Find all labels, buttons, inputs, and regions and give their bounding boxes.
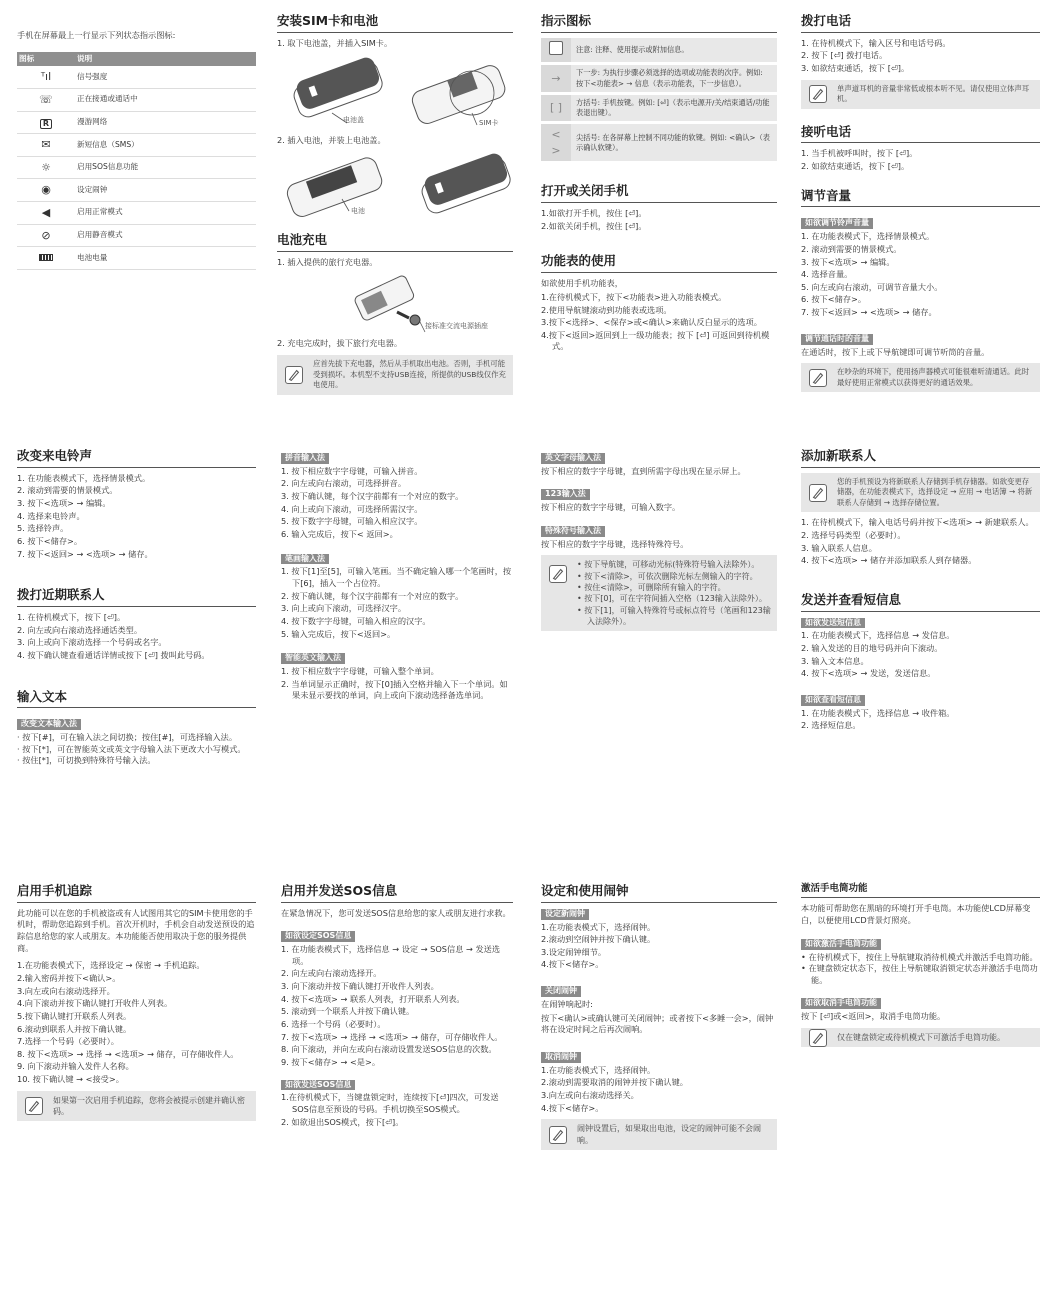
dial-note: 单声道耳机的音量非常低或根本听不见。请仅使用立体声耳机。	[801, 80, 1040, 109]
sms-icon: ✉	[17, 134, 75, 157]
caption-battery: 电池	[351, 207, 365, 216]
contact-title: 添加新联系人	[801, 447, 1040, 468]
menu-intro: 如欲使用手机功能表，	[541, 278, 623, 289]
note-icon	[285, 366, 303, 384]
volume-label-call: 调节通话时的音量	[801, 334, 873, 345]
charge-title: 电池充电	[277, 231, 513, 252]
roaming-icon: R	[17, 111, 75, 134]
signal-strength-icon: ᵀıl	[17, 66, 75, 88]
sound-icon: ◀	[17, 202, 75, 225]
tracker-section: 启用手机追踪 此功能可以在您的手机被盗或有人试图用其它的SIM卡使用您的手机时，帮助您追踪到手机。首次开机时，手机会自动发送预设的追踪信息给您的家人或朋友。本功能能否使用取决于您的服务提供商。 1.在功能表模式下，选择设定 → 保密 → 手机追踪。 2.输入密码并按下<确认>。 3.向左或向右滚动选择开。 4.向下滚动并按下确认键打开收件人列表。 5.按下确认键打开联系人列表。 6.滚动到联系人并按下确认键。 7.选择一个号码（必要时）。 8. 按下<选项> → 选择 → <选项> → 储存，可存储收件人。 9. 向下滚动并输入发件人名称。 10. 按下确认键 → <接受>。 如果第一次启用手机追踪，您将会被提示创建并确认密码。	[17, 882, 256, 1126]
volume-label-ringtone: 如欲调节铃声音量	[801, 218, 873, 229]
contact-section	[801, 447, 1040, 733]
sms-label-view: 如欲查看短信息	[801, 695, 865, 706]
menu-title: 功能表的使用	[541, 252, 777, 273]
alarm-label-stop: 关闭闹钟	[541, 986, 581, 997]
contact-steps: 1. 在待机模式下，输入电话号码并按下<选项> → 新建联系人。 2. 选择号码类型（必要时）。 3. 输入联系人信息。 4. 按下<选项> → 储存并添加联系人到存储器。	[801, 517, 1034, 566]
torch-label-off: 如欲取消手电筒功能	[801, 998, 881, 1009]
smart-steps: 1. 按下相应数字字母键，可输入整个单词。 2. 当单词显示正确时，按下[0]插入空格并输入下一个单词。如果未显示要找的单词，向上或向下滚动选择备选单词。	[281, 666, 508, 701]
dial-steps: 1. 在待机模式下，输入区号和电话号码。 2. 按下 [⏎] 拨打电话。 3. 如欲结束通话，按下 [⏎]。	[801, 37, 951, 74]
charge-step1: 1. 插入提供的旅行充电器。	[277, 256, 378, 267]
table-row: ⊘ 启用静音模式	[17, 224, 256, 247]
sim-illustration	[277, 53, 513, 131]
ringtone-steps: 1. 在功能表模式下，选择情景模式。 2. 滚动到需要的情景模式。 3. 按下<选项> → 编辑。 4. 选择来电铃声。 5. 选择铃声。 6. 按下<储存>。 7. 按下<返回> → <选项> → 储存。	[17, 472, 153, 559]
sms-view-steps: 1. 在功能表模式下，选择信息 → 收件箱。 2. 选择短信息。	[801, 707, 955, 731]
arrow-icon: →	[541, 64, 571, 93]
table-row: ☏ 正在接通或通话中	[17, 89, 256, 112]
charge-step2: 2. 充电完成时，拔下旅行充电器。	[277, 338, 403, 349]
note-icon	[541, 38, 571, 64]
contact-note: 您的手机预设为将新联系人存储到手机存储器。如欲变更存储器，在功能表模式下，选择设定 → 应用 → 电话簿 → 将新联系人存储到 → 选择存储位置。	[801, 473, 1040, 513]
torch-note: 仅在键盘锁定或待机模式下可激活手电筒功能。	[801, 1028, 1040, 1047]
pinyin-steps: 1. 按下相应数字字母键，可输入拼音。 2. 向左或向右滚动，可选择拼音。 3. 按下确认键，每个汉字前都有一个对应的数字。 4. 向上或向下滚动，可选择所需汉字。 5. 按下数字字母键，可输入相应汉字。 6. 输入完成后，按下< 返回>。	[281, 465, 464, 539]
status-intro: 手机在屏幕最上一行显示下列状态指示图标:	[17, 30, 176, 40]
input-methods-section	[281, 452, 513, 703]
table-row: [ ] 方括号: 手机按键。例如: [⏎]（表示电源开/关/结束通话/功能表退出键）。	[541, 93, 777, 122]
battery-icon	[17, 247, 75, 270]
power-steps: 1.如欲打开手机，按住 [⏎]。 2.如欲关闭手机，按住 [⏎]。	[541, 208, 647, 231]
dial-title: 拨打电话	[801, 12, 1040, 33]
note-icon	[809, 1029, 827, 1047]
smart-label: 智能英文输入法	[281, 653, 345, 664]
caption-socket: 接标准交流电源插座	[425, 322, 488, 331]
note-icon	[549, 1126, 567, 1144]
table-row: ◀ 启用正常模式	[17, 202, 256, 225]
note-icon	[809, 85, 827, 103]
alarm-new-steps: 1.在功能表模式下，选择闹钟。 2.滚动到空闹钟并按下确认键。 3.设定闹钟细节。 4.按下<储存>。	[541, 921, 656, 970]
sim-section	[277, 12, 513, 400]
status-table	[17, 52, 256, 270]
symbol-note: • 按下导航键，可移动光标(特殊符号输入法除外）。 • 按下<清除>，可依次删除光标左侧输入的字符。 • 按住<清除>，可删除所有输入的字符。 • 按下[0]，可在字符间插入空格（123输入法除外）。 • 按下[1]，可输入特殊符号或标点符号（笔画和123输入法除外）。	[541, 555, 777, 631]
tracker-steps: 1.在功能表模式下，选择设定 → 保密 → 手机追踪。 2.输入密码并按下<确认>。 3.向左或向右滚动选择开。 4.向下滚动并按下确认键打开收件人列表。 5.按下确认键打开联系人列表。 6.滚动到联系人并按下确认键。 7.选择一个号码（必要时）。 8. 按下<选项> → 选择 → <选项> → 储存，可存储收件人。 9. 向下滚动并输入发件人名称。 10. 按下确认键 → <接受>。	[17, 960, 239, 1085]
sos-label-set: 如欲设定SOS信息	[281, 931, 355, 942]
num-label: 123输入法	[541, 489, 590, 500]
alarm-label-new: 设定新闹钟	[541, 909, 589, 920]
power-title: 打开或关闭手机	[541, 182, 777, 203]
indicators-title: 指示图标	[541, 12, 777, 33]
alarm-cancel-steps: 1.在功能表模式下，选择闹钟。 2.滚动到需要取消的闹钟并按下确认键。 3.向左或向右滚动选择关。 4.按下<储存>。	[541, 1064, 688, 1113]
angle-bracket-icon: < >	[541, 123, 571, 163]
charge-note: 应首先拔下充电器，然后从手机取出电池。否则，手机可能受到损坏。本机型不支持USB连接，所提供的USB线仅作充电使用。	[277, 355, 513, 395]
textinput-label: 改变文本输入法	[17, 719, 81, 730]
answer-steps: 1. 当手机被呼叫时，按下 [⏎]。 2. 如欲结束通话，按下 [⏎]。	[801, 148, 918, 172]
stroke-steps: 1. 按下[1]至[5]，可输入笔画。当不确定输入哪一个笔画时，按下[6]，插入一个占位符。 2. 按下确认键，每个汉字前都有一个对应的数字。 3. 向上或向下滚动，可选择汉字。 4. 按下数字字母键，可输入相应的汉字。 5. 输入完成后，按下<返回>。	[281, 566, 512, 639]
ringtone-section	[17, 447, 256, 767]
sim-step1: 1. 取下电池盖，并插入SIM卡。	[277, 37, 393, 48]
sos-title: 启用并发送SOS信息	[281, 882, 513, 903]
table-row: R 漫游网络	[17, 111, 256, 134]
menu-steps: 1.在待机模式下，按下<功能表>进入功能表模式。 2.使用导航键滚动到功能表或选项。 3.按下<选择>、<保存>或<确认>来确认反白显示的选项。 4.按下<返回>返回到上一级功能表；按下 [⏎] 可返回到待机模式。	[541, 291, 770, 352]
abc-label: 英文字母输入法	[541, 453, 605, 464]
textinput-items: · 按下[#]，可在输入法之间切换；按住[#]，可选择输入法。 · 按下[*]，可在智能英文或英文字母输入法下更改大小写模式。 · 按住[*]，可切换到特殊符号输入法。	[17, 732, 256, 767]
alarm-icon: ◉	[17, 179, 75, 202]
sms-send-steps: 1. 在功能表模式下，选择信息 → 发信息。 2. 输入发送的目的地号码并向下滚动。 3. 输入文本信息。 4. 按下<选项> → 发送，发送信息。	[801, 630, 955, 679]
status-header-icon: 图标	[17, 52, 75, 67]
sos-send-steps: 1.在待机模式下，当键盘锁定时，连续按下[⏎]四次，可发送SOS信息至预设的号码。手机切换至SOS模式。 2. 如欲退出SOS模式，按下[⏎]。	[281, 1092, 499, 1127]
table-row: ᵀıl 信号强度	[17, 66, 256, 88]
volume-title: 调节音量	[801, 187, 1040, 208]
call-icon: ☏	[17, 89, 75, 112]
battery-illustration	[277, 151, 513, 223]
table-row: → 下一步: 为执行步骤必须选择的选项或功能表的次序。例如: 按下<功能表> → 信息（表示功能表，下一步信息）。	[541, 64, 777, 93]
alarm-note: 闹钟设置后，如果取出电池，设定的闹钟可能不会闹响。	[541, 1119, 777, 1150]
caption-battery-cover: 电池盖	[343, 116, 364, 125]
note-icon	[549, 565, 567, 583]
alarm-title: 设定和使用闹钟	[541, 882, 777, 903]
indicators-table	[541, 38, 777, 165]
table-row: ✉ 新短信息（SMS）	[17, 134, 256, 157]
table-row: ☼ 启用SOS信息功能	[17, 156, 256, 179]
symbol-label: 特殊符号输入法	[541, 526, 605, 537]
sim-step2: 2. 插入电池，并装上电池盖。	[277, 135, 386, 146]
bracket-icon: [ ]	[541, 93, 571, 122]
volume-steps: 1. 在功能表模式下，选择情景模式。 2. 滚动到需要的情景模式。 3. 按下<选项> → 编辑。 4. 选择音量。 5. 向左或向右滚动，可调节音量大小。 6. 按下<储存>。 7. 按下<返回> → <选项> → 储存。	[801, 231, 943, 318]
sms-title: 发送并查看短信息	[801, 591, 1040, 612]
torch-title: 激活手电筒功能	[801, 882, 1040, 898]
stroke-label: 笔画输入法	[281, 554, 329, 565]
table-row: < > 尖括号: 在各屏幕上控制不同功能的软键。例如: <确认>（表示确认软键）。	[541, 123, 777, 163]
status-icons-section	[17, 30, 256, 270]
table-row: ◉ 设定闹钟	[17, 179, 256, 202]
status-header-desc: 说明	[75, 52, 256, 67]
sos-label-send: 如欲发送SOS信息	[281, 1080, 355, 1091]
sim-title: 安装SIM卡和电池	[277, 12, 513, 33]
silent-icon: ⊘	[17, 224, 75, 247]
note-icon	[809, 484, 827, 502]
charger-illustration	[277, 272, 513, 334]
pinyin-label: 拼音输入法	[281, 453, 329, 464]
dial-section: 拨打电话 1. 在待机模式下，输入区号和电话号码。 2. 按下 [⏎] 拨打电话。 3. 如欲结束通话，按下 [⏎]。 单声道耳机的音量非常低或根本听不见。请仅使用立体声耳机。 接听电话 1. 当手机被呼叫时，按下 [⏎]。 2. 如欲结束通话，按下 [⏎]。 调节音量 如欲调节铃声音量 1. 在功能表模式下，选择情景模式。 2. 滚动到需要的情景模式。 3. 按下<选项> → 编辑。 4. 选择音量。 5. 向左或向右滚动，可调节音量大小。 6. 按下<储存>。 7. 按下<返回> → <选项> → 储存。 调节通话时的音量 在通话时，按下上或下导航键即可调节听筒的音量。 在吵杂的环境下，使用扬声器模式可能很难听清通话。此时最好使用正常模式以获得更好的通话效果。	[801, 12, 1040, 397]
answer-title: 接听电话	[801, 123, 1040, 144]
table-row: 电池电量	[17, 247, 256, 270]
volume-note: 在吵杂的环境下，使用扬声器模式可能很难听清通话。此时最好使用正常模式以获得更好的通话效果。	[801, 363, 1040, 392]
caption-sim-card: SIM卡	[479, 119, 499, 128]
indicators-section	[541, 12, 777, 354]
sos-icon: ☼	[17, 156, 75, 179]
torch-section: 激活手电筒功能 本功能可帮助您在黑暗的环境打开手电筒。本功能使LCD屏幕变白，以便使用LCD背景灯照亮。 如欲激活手电筒功能 • 在待机模式下，按住上导航键取消待机模式并激活手电筒功能。 • 在键盘锁定状态下，按住上导航键取消锁定状态并激活手电筒功能。 如欲取消手电筒功能 按下 [⏎]或<返回>，取消手电筒功能。 仅在键盘锁定或待机模式下可激活手电筒功能。	[801, 882, 1040, 1052]
tracker-title: 启用手机追踪	[17, 882, 256, 903]
recent-title: 拨打近期联系人	[17, 586, 256, 607]
note-icon	[25, 1097, 43, 1115]
tracker-note: 如果第一次启用手机追踪，您将会被提示创建并确认密码。	[17, 1091, 256, 1122]
table-row: 注意: 注释、使用提示或附加信息。	[541, 38, 777, 64]
recent-steps: 1. 在待机模式下，按下 [⏎]。 2. 向左或向右滚动选择通话类型。 3. 向上或向下滚动选择一个号码或名字。 4. 按下确认键查看通话详情或按下 [⏎] 拨叫此号码。	[17, 611, 210, 660]
textinput-title: 输入文本	[17, 688, 256, 709]
note-icon	[809, 369, 827, 387]
alarm-section: 设定和使用闹钟 设定新闹钟 1.在功能表模式下，选择闹钟。 2.滚动到空闹钟并按下确认键。 3.设定闹钟细节。 4.按下<储存>。 关闭闹钟 在闹钟响起时: 按下<确认>或确认键可关闭闹钟；或者按下<多睡一会>，闹钟将在设定时间之后再次闹响。 取消闹钟 1.在功能表模式下，选择闹钟。 2.滚动到需要取消的闹钟并按下确认键。 3.向左或向右滚动选择关。 4.按下<储存>。 闹钟设置后，如果取出电池，设定的闹钟可能不会闹响。	[541, 882, 777, 1155]
sos-set-steps: 1. 在功能表模式下，选择信息 → 设定 → SOS信息 → 发送选项。 2. 向左或向右滚动选择开。 3. 向下滚动并按下确认键打开收件人列表。 4. 按下<选项> → 联系人列表，打开联系人列表。 5. 滚动到一个联系人并按下确认键。 6. 选择一个号码（必要时）。 7. 按下<选项> → 选择 → <选项> → 储存，可存储收件人。 8. 向下滚动，并向左或向右滚动设置发送SOS信息的次数。 9. 按下<储存> → <是>。	[281, 944, 503, 1067]
input-methods-section-2: 英文字母输入法 按下相应的数字字母键，直到所需字母出现在显示屏上。 123输入法 按下相应的数字字母键，可输入数字。 特殊符号输入法 按下相应的数字字母键，选择特殊符号。 • 按下导航键，可移动光标(特殊符号输入法除外）。 • 按下<清除>，可依次删除光标左侧输入的字符。 • 按住<清除>，可删除所有输入的字符。 • 按下[0]，可在字符间插入空格（123输入法除外）。 • 按下[1]，可输入特殊符号或标点符号（笔画和123输入法除外）。	[541, 452, 777, 636]
torch-items: • 在待机模式下，按住上导航键取消待机模式并激活手电筒功能。 • 在键盘锁定状态下，按住上导航键取消锁定状态并激活手电筒功能。	[801, 952, 1040, 987]
sms-label-send: 如欲发送短信息	[801, 618, 865, 629]
ringtone-title: 改变来电铃声	[17, 447, 256, 468]
sos-section: 启用并发送SOS信息 在紧急情况下，您可发送SOS信息给您的家人或朋友进行求救。 如欲设定SOS信息 1. 在功能表模式下，选择信息 → 设定 → SOS信息 → 发送选项。 2. 向左或向右滚动选择开。 3. 向下滚动并按下确认键打开收件人列表。 4. 按下<选项> → 联系人列表，打开联系人列表。 5. 滚动到一个联系人并按下确认键。 6. 选择一个号码（必要时）。 7. 按下<选项> → 选择 → <选项> → 储存，可存储收件人。 8. 向下滚动，并向左或向右滚动设置发送SOS信息的次数。 9. 按下<储存> → <是>。 如欲发送SOS信息 1.在待机模式下，当键盘锁定时，连续按下[⏎]四次，可发送SOS信息至预设的号码。手机切换至SOS模式。 2. 如欲退出SOS模式，按下[⏎]。	[281, 882, 513, 1129]
alarm-label-cancel: 取消闹钟	[541, 1052, 581, 1063]
phone-back-illustration	[277, 53, 513, 131]
torch-label-on: 如欲激活手电筒功能	[801, 939, 881, 950]
